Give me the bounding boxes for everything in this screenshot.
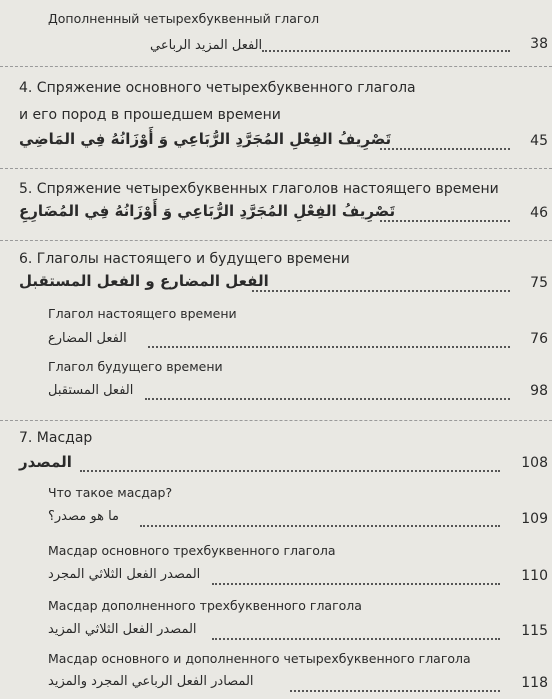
section-title-ru: 5. Спряжение четырехбуквенных глаголов настоящего времени bbox=[19, 181, 499, 197]
dot-leader bbox=[148, 346, 510, 348]
subsection-title-ru: Глагол настоящего времени bbox=[48, 306, 237, 321]
page-number: 46 bbox=[530, 205, 548, 221]
section-title-ru: 4. Спряжение основного четырехбуквенного глагола bbox=[19, 80, 416, 96]
subsection-title-ar: الفعل المستقبل bbox=[48, 383, 134, 398]
dot-leader bbox=[80, 470, 500, 472]
page-number: 76 bbox=[530, 331, 548, 347]
dot-leader bbox=[140, 525, 500, 527]
dot-leader bbox=[252, 290, 510, 292]
toc-entry-ar-title: الفعل المزيد الرباعي bbox=[150, 38, 263, 53]
subsection-title-ar: المصادر الفعل الرباعي المجرد والمزيد bbox=[48, 674, 254, 689]
subsection-title-ru: Масдар основного и дополненного четырехбуквенного глагола bbox=[48, 651, 471, 666]
page-number: 75 bbox=[530, 275, 548, 291]
toc-entry-ru-title: Дополненный четырехбуквенный глагол bbox=[48, 11, 320, 26]
page-number: 110 bbox=[521, 568, 548, 584]
page-number: 109 bbox=[521, 511, 548, 527]
dot-leader bbox=[145, 398, 510, 400]
subsection-title-ar: المصدر الفعل الثلاثي المجرد bbox=[48, 567, 201, 582]
dot-leader bbox=[212, 583, 500, 585]
section-separator bbox=[0, 420, 552, 421]
dot-leader bbox=[380, 148, 510, 150]
section-title-ar: الفعل المضارع و الفعل المستقبل bbox=[19, 272, 269, 290]
dot-leader bbox=[380, 220, 510, 222]
subsection-title-ar: المصدر الفعل الثلاثي المزيد bbox=[48, 622, 197, 637]
subsection-title-ar: ما هو مصدر؟ bbox=[48, 509, 119, 524]
section-title-ar: تَصْرِيفُ الفِعْلِ المُجَرَّدِ الرُّبَاعِي وَ أَوْزَانُهُ فِي المُضَارِعِ bbox=[19, 202, 396, 220]
section-title-ru-line2: и его пород в прошедшем времени bbox=[19, 107, 281, 123]
page-number: 98 bbox=[530, 383, 548, 399]
section-separator bbox=[0, 66, 552, 67]
section-separator bbox=[0, 168, 552, 169]
page-number: 118 bbox=[521, 675, 548, 691]
section-title-ar: تَصْرِيفُ الفِعْلِ المُجَرَّدِ الرُّبَاعِي وَ أَوْزَانُهُ فِي المَاضِي bbox=[19, 130, 392, 148]
page-number: 108 bbox=[521, 455, 548, 471]
subsection-title-ru: Что такое масдар? bbox=[48, 485, 173, 500]
page-number: 38 bbox=[530, 36, 548, 52]
subsection-title-ar: الفعل المضارع bbox=[48, 331, 127, 346]
section-title-ru: 7. Масдар bbox=[19, 430, 93, 446]
section-title-ar: المصدر bbox=[19, 453, 72, 471]
section-title-ru: 6. Глаголы настоящего и будущего времени bbox=[19, 251, 350, 267]
subsection-title-ru: Масдар дополненного трехбуквенного глагола bbox=[48, 598, 362, 613]
subsection-title-ru: Глагол будущего времени bbox=[48, 359, 223, 374]
section-separator bbox=[0, 240, 552, 241]
page-number: 45 bbox=[530, 133, 548, 149]
dot-leader bbox=[212, 638, 500, 640]
subsection-title-ru: Масдар основного трехбуквенного глагола bbox=[48, 543, 336, 558]
page-number: 115 bbox=[521, 623, 548, 639]
dot-leader bbox=[262, 50, 510, 52]
dot-leader bbox=[290, 690, 500, 692]
